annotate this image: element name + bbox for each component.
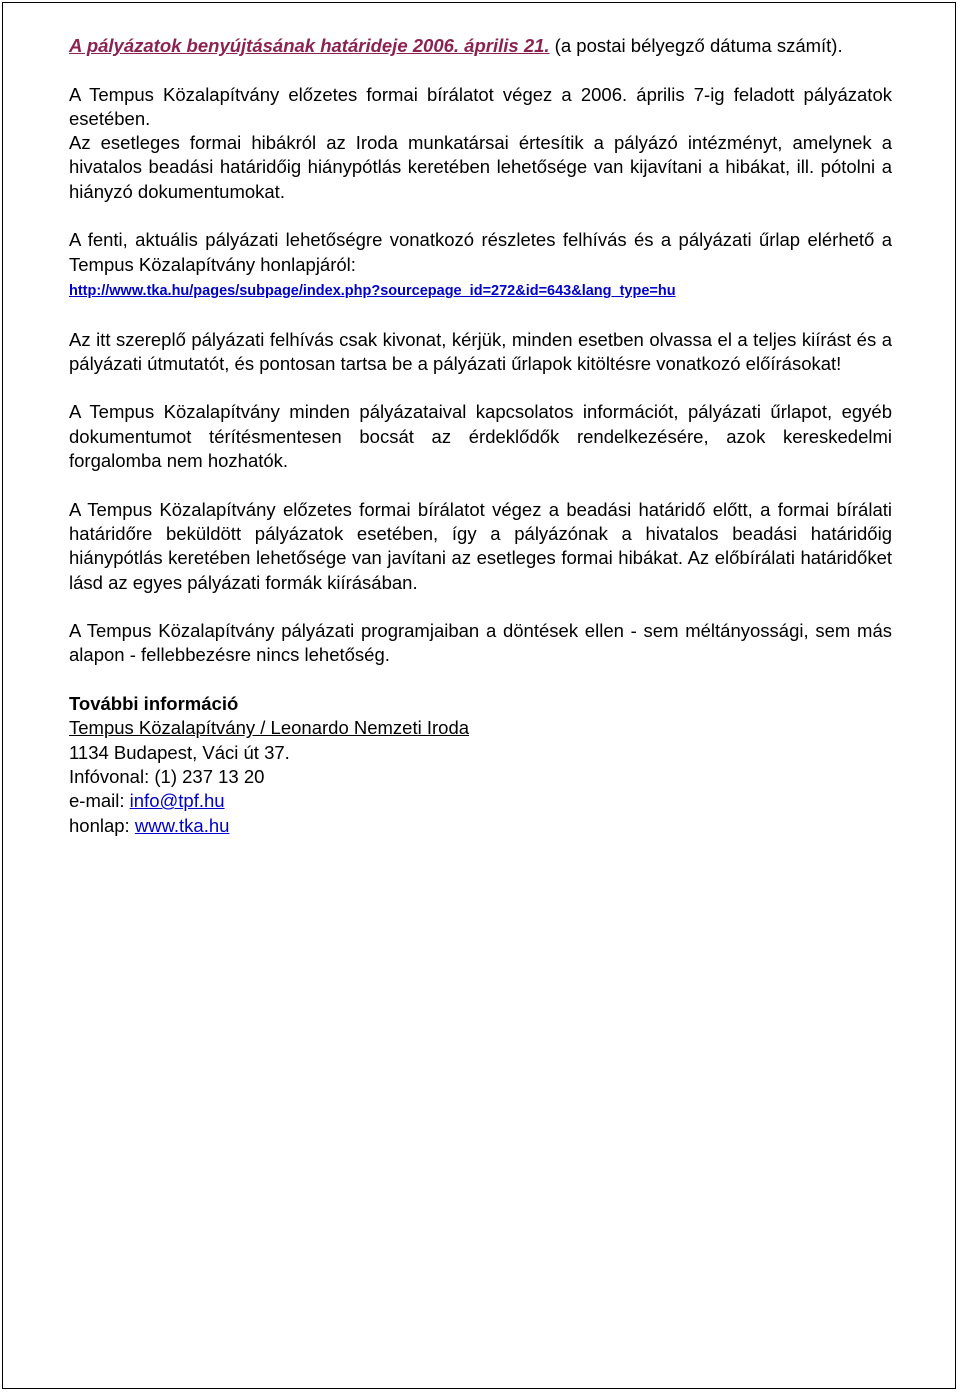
contact-email-line xyxy=(69,789,892,813)
contact-web-label: honlap: xyxy=(69,814,135,836)
contact-phone: Infóvonal: (1) 237 13 20 xyxy=(69,765,265,787)
call-availability-paragraph: A fenti, aktuális pályázati lehetőségre vonatkozó részletes felhívás és a pályázati űrlap elérhető a Tempus Közalapítvány honlapjáról: xyxy=(69,229,892,275)
formal-review-paragraph: A Tempus Közalapítvány előzetes formai bírálatot végez a beadási határidő előtt, a formai bírálati határidőre beküldött pályázatok esetében, így a pályázónak a hivatalos beadási határidőig hiánypótlás keretében lehetősége van javítani az esetleges formai hibákat. Az előbírálati határidőket lásd az egyes pályázati formák kiírásában. xyxy=(69,498,892,593)
contact-address: 1134 Budapest, Váci út 37. xyxy=(69,741,290,763)
contact-organization-link[interactable]: Tempus Közalapítvány / Leonardo Nemzeti Iroda xyxy=(69,717,470,739)
contact-email-link[interactable]: info@tpf.hu xyxy=(129,790,225,812)
no-appeal-paragraph: A Tempus Közalapítvány pályázati programjaiban a döntések ellen - sem méltányossági, sem más alapon - fellebbezésre nincs lehetőség. xyxy=(69,620,892,666)
excerpt-notice-paragraph: Az itt szereplő pályázati felhívás csak kivonat, kérjük, minden esetben olvassa el a teljes kiírást és a pályázati útmutatót, és pontosan tartsa be a pályázati űrlapok kitöltésre vonatkozó előírásokat! xyxy=(69,328,892,374)
contact-email-label: e-mail: xyxy=(69,790,130,812)
deadline-note: (a postai bélyegző dátuma számít). xyxy=(549,35,843,56)
contact-web-link[interactable]: www.tka.hu xyxy=(134,814,230,836)
call-url-line xyxy=(69,277,892,303)
contact-web-line xyxy=(69,814,892,838)
contact-section xyxy=(69,692,892,838)
deadline-link[interactable]: A pályázatok benyújtásának határideje 2006. április 21. xyxy=(69,35,550,56)
document-body xyxy=(69,34,892,838)
formal-errors-paragraph: Az esetleges formai hibákról az Iroda munkatársai értesítik a pályázó intézményt, amelynek a hivatalos beadási határidőig hiánypótlás keretében lehetősége van kijavítani a hibákat, ill. pótolni a hiányzó dokumentumokat. xyxy=(69,132,892,202)
call-url-link[interactable]: http://www.tka.hu/pages/subpage/index.php?sourcepage_id=272&id=643&lang_type=hu xyxy=(69,282,676,299)
free-documents-paragraph: A Tempus Közalapítvány minden pályázataival kapcsolatos információt, pályázati űrlapot, egyéb dokumentumot térítésmentesen bocsát az érdeklődők rendelkezésére, azok kereskedelmi forgalomba nem hozhatók. xyxy=(69,401,892,472)
contact-organization xyxy=(69,716,892,740)
contact-title: További információ xyxy=(69,693,239,715)
pre-review-paragraph: A Tempus Közalapítvány előzetes formai bírálatot végez a 2006. április 7-ig feladott pályázatok esetében. xyxy=(69,83,892,129)
deadline-paragraph xyxy=(69,34,892,58)
